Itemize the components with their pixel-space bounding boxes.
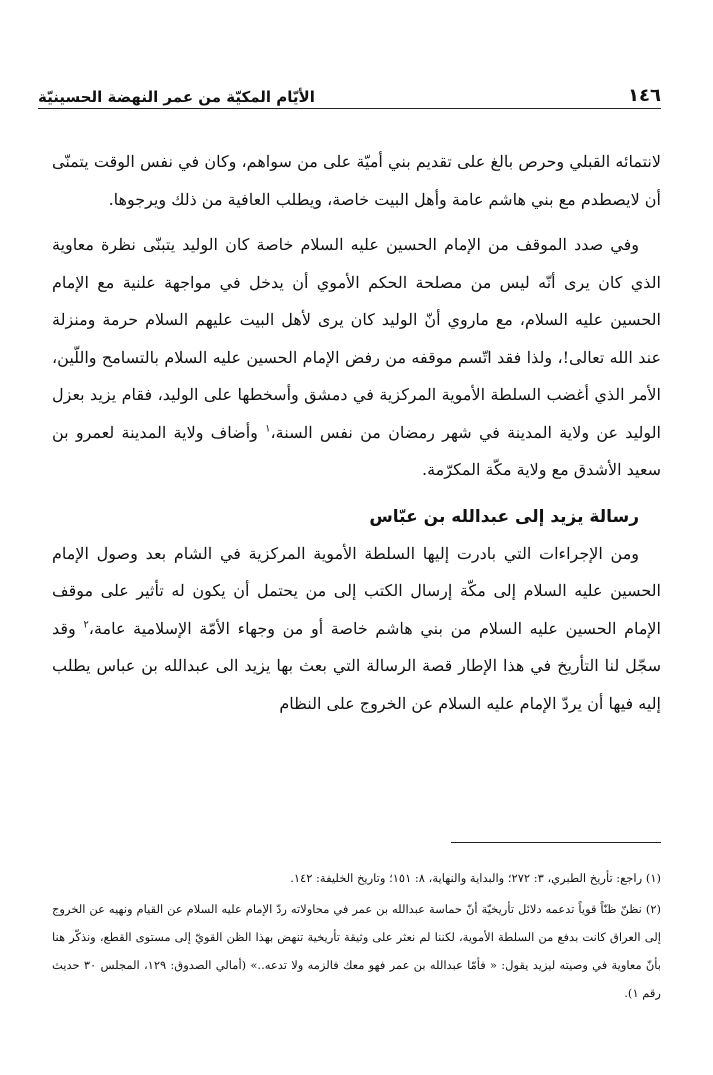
- paragraph-3-tail: وقد سجّل لنا التأريخ في هذا الإطار قصة الرسالة التي بعث بها يزيد الى عبدالله بن عباس يطلب إليه فيها أن يردّ الإمام عليه السلام عن الخروج على النظام: [52, 618, 661, 713]
- footnote-2: (٢) نظنّ ظنّاً قوياً تدعمه دلائل تأريخيّة أنّ حماسة عبدالله بن عمر في محاولاته ردّ الإمام عليه السلام عن القيام ونهيه عن الخروج إلى العراق كانت بدفع من السلطة الأموية، لكننا لم نعثر على وثيقة تأريخية تنهض بهذا الظن القويّ إلى مستوى القطع، ونذكّر هنا بأنّ معاوية في وصيته ليزيد يقول: « فأمّا عبدالله بن عمر فهو معك فالزمه ولا تدعه..» (أمالي الصدوق: ١٢٩، المجلس ٣٠ حديث رقم ١).: [52, 902, 661, 1000]
- running-header: [38, 76, 661, 106]
- footnote-1: (١) راجع: تأريخ الطبري، ٣: ٢٧٢؛ والبداية والنهاية، ٨: ١٥١؛ وتاريخ الخليفة: ١٤٢.: [290, 871, 661, 885]
- paragraph-3-text: ومن الإجراءات التي بادرت إليها السلطة الأموية المركزية في الشام بعد وصول الإمام الحسين عليه السلام إلى مكّة إرسال الكتب إلى من يحتمل أن يكون له تأثير على موقف الإمام الحسين عليه السلام من بني هاشم خاصة أو من وجهاء الأمّة الإسلامية عامة،: [52, 543, 661, 638]
- paragraph-1: لانتمائه القبلي وحرص بالغ على تقديم بني أميّة على من سواهم، وكان في نفس الوقت يتمنّى أن لايصطدم مع بني هاشم عامة وأهل البيت خاصة، ويطلب العافية من ذلك ويرجوها.: [52, 152, 661, 209]
- paragraph-3: [52, 535, 661, 723]
- running-title: الأيّام المكيّة من عمر النهضة الحسينيّة: [38, 88, 315, 106]
- paragraph-2-text: وفي صدد الموقف من الإمام الحسين عليه السلام خاصة كان الوليد يتبنّى نظرة معاوية الذي كان يرى أنّه ليس من مصلحة الحكم الأموي أن يدخل في مواجهة علنية مع الإمام الحسين عليه السلام، مع ماروي أنّ الوليد كان يرى لأهل البيت عليهم السلام حرمة ومنزلة عند الله تعالى!، ولذا فقد اتّسم موقفه من رفض الإمام الحسين عليه السلام بالتسامح واللّين، الأمر الذي أغضب السلطة الأموية المركزية في دمشق وأسخطها على الوليد، فقام يزيد بعزل الوليد عن ولاية المدينة في شهر رمضان من نفس السنة،: [52, 235, 661, 442]
- footnote-ref-1: ١: [265, 423, 271, 435]
- paragraph-2-tail: وأضاف ولاية المدينة لعمرو بن سعيد الأشدق مع ولاية مكّة المكرّمة.: [52, 422, 661, 479]
- main-text: [52, 143, 661, 730]
- footnotes: [52, 864, 661, 1010]
- paragraph-2: [52, 226, 661, 489]
- footnote-rule: [451, 842, 661, 843]
- footnote-ref-2: ٢: [83, 619, 89, 631]
- page-number: ١٤٦: [628, 85, 661, 106]
- header-rule: [38, 108, 661, 109]
- section-heading: رسالة يزيد إلى عبدالله بن عبّاس: [369, 506, 639, 527]
